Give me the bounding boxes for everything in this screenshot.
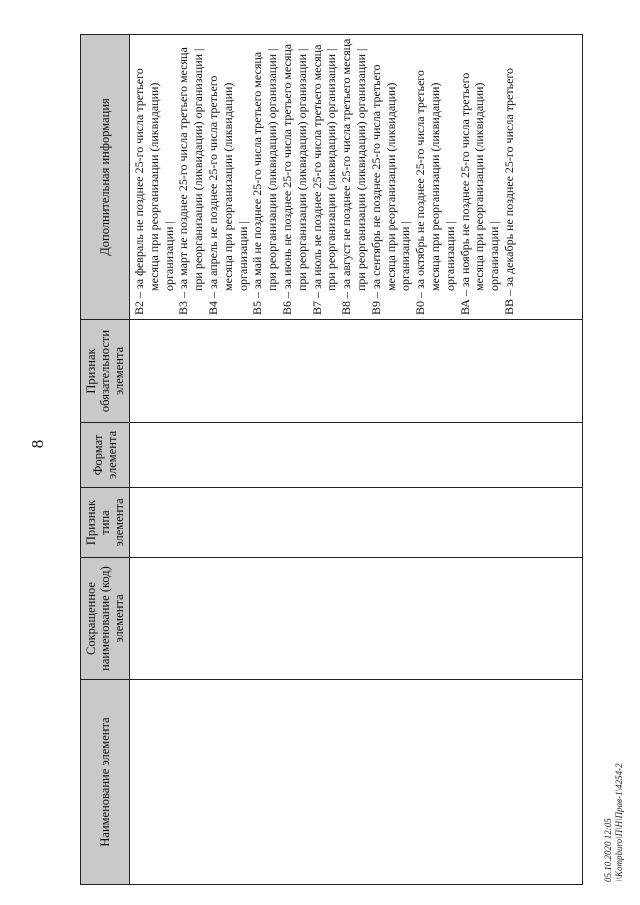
- info-line: В4 – за апрель не позднее 25-го числа третьего месяца при реорганизации (ликвидации) организации |: [205, 75, 250, 315]
- cell-element-name: [130, 680, 583, 885]
- footer-timestamp: 05.10.2020 12:05: [603, 818, 613, 882]
- table-row: [130, 35, 583, 885]
- info-line: В0 – за октябрь не позднее 25-го числа третьего месяца при реорганизации (ликвидации) организации |: [413, 70, 457, 315]
- header-element-type: Признак типа элемента: [81, 488, 130, 558]
- info-line: В2 – за февраль не позднее 25-го числа третьего месяца при реорганизации (ликвидации) организации |: [132, 68, 176, 315]
- info-line: В6 – за июнь не позднее 25-го числа третьего месяца при реорганизации (ликвидации) организации |: [279, 43, 309, 315]
- document-table-rotated: [80, 35, 583, 885]
- cell-element-code: [130, 558, 583, 680]
- table-header-row: [81, 35, 130, 885]
- header-element-required: Признак обязательности элемента: [81, 320, 130, 423]
- info-line: В3 – за март не позднее 25-го числа третьего месяца при реорганизации (ликвидации) организации |: [176, 47, 206, 315]
- info-line: В7 – за июль не позднее 25-го числа третьего месяца при реорганизации (ликвидации) организации |: [309, 44, 339, 315]
- header-element-format: Формат элемента: [81, 423, 130, 488]
- cell-element-required: [130, 320, 583, 423]
- info-line: ВВ – за декабрь не позднее 25-го числа третьего: [501, 67, 516, 315]
- cell-element-format: [130, 423, 583, 488]
- cell-additional-info: [130, 35, 583, 320]
- info-line: В5 – за май не позднее 25-го числа третьего месяца при реорганизации (ликвидации) организации |: [250, 48, 280, 315]
- footer-file-path: \\Kompburo\П\Н\Прав-1\4254-2: [614, 763, 624, 882]
- info-line: В8 – за август не позднее 25-го числа третьего месяца при реорганизации (ликвидации) организации |: [339, 38, 368, 315]
- info-line: В9 – за сентябрь не позднее 25-го числа третьего месяца при реорганизации (ликвидации) организации |: [368, 64, 413, 315]
- page-number: 8: [28, 439, 47, 449]
- element-table: [80, 34, 583, 885]
- footer-stamp: [603, 763, 625, 882]
- header-additional-info: Дополнительная информация: [81, 35, 130, 320]
- header-element-code: Сокращенное наименование (код) элемента: [81, 558, 130, 680]
- header-element-name: Наименование элемента: [81, 680, 130, 885]
- cell-element-type: [130, 488, 583, 558]
- info-line: ВА – за ноябрь не позднее 25-го числа третьего месяца при реорганизации (ликвидации) организации |: [457, 72, 502, 315]
